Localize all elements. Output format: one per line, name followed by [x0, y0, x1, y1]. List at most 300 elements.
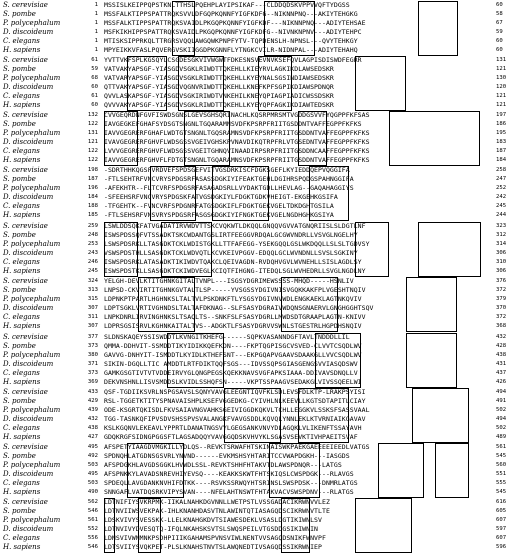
species-name: P. polycephalum	[3, 240, 61, 248]
alignment-row	[0, 10, 528, 19]
species-name: S. pombe	[3, 452, 36, 460]
species-name: P. polycephalum	[3, 184, 61, 192]
species-name: D. discoideum	[3, 525, 54, 533]
start-residue-number: 184	[87, 194, 98, 200]
alignment-row	[0, 92, 528, 101]
start-residue-number: 246	[87, 259, 98, 265]
start-residue-number: 503	[87, 462, 98, 468]
sequence-segment: AFSPETYIAAGDVMGKILLYDLQS--REVKTSRWAFHTSKINAISWKPAEKGAEEEEIEEDLVATGS	[104, 443, 370, 451]
species-name: S. cerevisiae	[3, 1, 48, 9]
alignment-row	[0, 507, 528, 516]
end-residue-number: 494	[496, 416, 507, 422]
end-residue-number: 121	[496, 93, 507, 99]
alignment-row	[0, 28, 528, 37]
sequence-segment: MSSFALKTIPPSPATTRQKSVAIDLPKGQPKQNNFYIGFKDF---NIKNNPNQ---ADIYTEHSAE	[104, 19, 366, 27]
species-name: C. elegans	[3, 313, 40, 321]
alignment-row	[0, 313, 528, 322]
alignment-block	[0, 56, 528, 112]
sequence-segment: AFSPNKKYLAVADSNREVHIYEVSQ----KEAKKSKWTFHTSKIQSLCWSPDGK---RLAVGS	[104, 470, 354, 478]
species-name: H. sapiens	[3, 378, 41, 386]
sequence-segment: ISWSPDSTKLLSASGDKTCKIWDVEGLKCIQTFIHGNG-ITEDQLSGLWVHEDRLLSVGLNGDLNY	[104, 267, 366, 275]
start-residue-number: 546	[87, 544, 98, 550]
species-name: H. sapiens	[3, 46, 41, 54]
end-residue-number: 252	[496, 185, 507, 191]
start-residue-number: 427	[87, 434, 98, 440]
species-name: H. sapiens	[3, 267, 41, 275]
alignment-block	[0, 166, 528, 222]
start-residue-number: 315	[87, 296, 98, 302]
species-name: D. discoideum	[3, 249, 54, 257]
alignment-row	[0, 277, 528, 286]
species-name: S. cerevisiae	[3, 56, 48, 64]
alignment-row	[0, 65, 528, 74]
sequence-segment: SIKIN-DGQLLTIC AMDDTLRTFDIKTQQFSGS---IDVSSQPSGIASGENGSVVIASQDSWV	[104, 360, 358, 368]
sequence-segment: ISWSPDSRKLATASADKTIKIWDVTQAKCLQEIVAGDN-RVDQHVGVLWVNEHLLSISLAGDLSY	[104, 258, 362, 266]
species-name: D. discoideum	[3, 138, 54, 146]
species-name: P. polycephalum	[3, 129, 61, 137]
end-residue-number: 376	[496, 278, 507, 284]
end-residue-number: 130	[496, 75, 507, 81]
sequence-segment: LNPKDNRLIRVINGHNKSLTSAQLTS--SNKFSLFSASYDGRLLMWDSDTGRAAPLAGTN-KNIVV	[104, 313, 366, 321]
sequence-segment: QVVLASKAPSGF-YIASGDVSGKIRIWDTVNKEHILKNEYQPIAGPIADICWSSDSKR	[104, 92, 334, 100]
end-residue-number: 183	[496, 139, 507, 145]
start-residue-number: 503	[87, 480, 98, 486]
sequence-segment: LVVVGEGRERFGHVFLWDSGSSVGEITGHNQVINAADIRPSRPFRIITGSDDNCAAFFEGPPFKFKS	[104, 147, 370, 155]
end-residue-number: 323	[496, 223, 507, 229]
end-residue-number: 597	[496, 526, 507, 532]
sequence-segment: VATVAKYAPSGF-YIASGDVSGKLRIWDTTQKEHLLKIEYRVLAGKIKDLAWSEDSKR	[104, 65, 334, 73]
end-residue-number: 258	[496, 167, 507, 173]
sequence-segment: LDTNIFIYSVKRPMK-IIKALNAHKDGVNNLLWETPSTLVSSGADACIKRWNVVLEZ	[104, 498, 330, 506]
end-residue-number: 379	[496, 296, 507, 302]
start-residue-number: 492	[87, 453, 98, 459]
end-residue-number: 197	[496, 112, 507, 118]
start-residue-number: 188	[87, 203, 98, 209]
alignment-row	[0, 258, 528, 267]
end-residue-number: 368	[496, 323, 507, 329]
start-residue-number: 1	[94, 47, 98, 53]
alignment-block	[0, 277, 528, 333]
end-residue-number: 437	[496, 370, 507, 376]
alignment-row	[0, 249, 528, 258]
sequence-segment: SNNGAFLVATDQSRKVIPYSVAN----NFELAHTNSWTFHTAKVACVSWSPDNV---RLATGS	[104, 488, 354, 496]
sequence-segment: LDTNVIIWSVEKPAK-IHLKNANHDASVTNLAWINTQTIASAGQDSCIKRWNVTLTE	[104, 507, 330, 515]
alignment-row	[0, 322, 528, 331]
start-residue-number: 243	[87, 250, 98, 256]
species-name: S. cerevisiae	[3, 111, 48, 119]
sequence-segment: IAVVGEGRERFGHAFLWDTGTSNGNLTGQSRAMNSVDFKPSRPFRIITGSDDNTVAFFEGPPFKFKS	[104, 129, 370, 137]
end-residue-number: 60	[496, 47, 503, 53]
start-residue-number: 1	[94, 38, 98, 44]
alignment-row	[0, 388, 528, 397]
end-residue-number: 184	[496, 157, 507, 163]
alignment-block	[0, 222, 528, 278]
start-residue-number: 59	[91, 66, 98, 72]
species-name: S. cerevisiae	[3, 277, 48, 285]
sequence-segment: MSSISLKEIPPQPSTKNLTTHSLPQEHPLAYIPSIKAF---CLDDQDSKVPPVVQFTYDGSS	[104, 1, 350, 9]
end-residue-number: 426	[496, 379, 507, 385]
start-residue-number: 1	[94, 20, 98, 26]
end-residue-number: 438	[496, 352, 507, 358]
sequence-segment: LDTSVIIYSVQKPET-PLSLKNAHSTNVTSLAWQNEDTIVSAGQDSSIKRWNIEP	[104, 543, 322, 551]
alignment-block	[0, 388, 528, 444]
alignment-row	[0, 56, 528, 65]
alignment-row	[0, 286, 528, 295]
species-name: H. sapiens	[3, 211, 41, 219]
end-residue-number: 551	[496, 471, 507, 477]
alignment-row	[0, 166, 528, 175]
alignment-row	[0, 240, 528, 249]
end-residue-number: 489	[496, 434, 507, 440]
sequence-segment: SPDEQLLAVGDANKNVHIFDTKK----RSVKSSRWQYHTSRINSLSWSPDSK---DNMRLATGS	[104, 479, 358, 487]
species-name: D. discoideum	[3, 193, 54, 201]
species-name: S. cerevisiae	[3, 333, 48, 341]
alignment-row	[0, 138, 528, 147]
sequence-segment: LDPRSGSISRVLKGHNKAITALTVS--ADGKTLFSASYDGRVVSWNLSTGESTRLHGPDHSNQIV	[104, 322, 362, 330]
species-name: S. cerevisiae	[3, 388, 48, 396]
start-residue-number: 433	[87, 389, 98, 395]
sequence-segment: AFSPDGKHLAVGDSGGKLHVWDLSSL-REVKTSHHFHTAKVTDLAWSPDNQR---LATGS	[104, 461, 342, 469]
sequence-segment: QVVVAKYAPSGF-YIASGDVSGKLRIWDTTQKEHLLKYEYQPFAGKIKDIAWTEDSKR	[104, 101, 334, 109]
alignment-row	[0, 452, 528, 461]
start-residue-number: 490	[87, 489, 98, 495]
species-name: S. pombe	[3, 286, 36, 294]
sequence-segment: MSSFALKTIPPSPATTRQKSVVLDFGQPKQNNFYIGFKDFG--NIKNNPNQ---AKIYTEHGKG	[104, 10, 358, 18]
end-residue-number: 560	[496, 462, 507, 468]
alignment-row	[0, 74, 528, 83]
alignment-row	[0, 415, 528, 424]
end-residue-number: 67	[496, 20, 503, 26]
sequence-segment: IVAVGEGRERFGHVFLWDSGSSVGEIVGHSKPVNAVDIKQTRPFRLVTGSEDNTVAFFEGPPFKFKS	[104, 138, 370, 146]
sequence-segment: LDPNKPTPARTLHGHNKSLTALTVLPSKDNKFTLYSGSYDGIVNVWDLENGKAEKLAGTNKQVIV	[104, 295, 362, 303]
end-residue-number: 242	[496, 194, 507, 200]
species-name: S. cerevisiae	[3, 498, 48, 506]
alignment-row	[0, 479, 528, 488]
alignment-row	[0, 295, 528, 304]
start-residue-number: 552	[87, 526, 98, 532]
species-name: D. discoideum	[3, 83, 54, 91]
sequence-segment: GAMKGSGTIVTVTVDDEIRVYGLQNGPEGSKQEKKNAVSVGFAPKSIAAA-DDIVAVSDNQLLV	[104, 369, 358, 377]
start-residue-number: 373	[87, 370, 98, 376]
start-residue-number: 307	[87, 305, 98, 311]
sequence-segment: KSLKGQNVLEKEAVLYPPRTLDANATNGSVYLGEGSANKVNVYDLAGQKLVLIKENFTSSAYAVH	[104, 424, 362, 432]
alignment-row	[0, 498, 528, 507]
species-name: C. elegans	[3, 92, 40, 100]
end-residue-number: 120	[496, 84, 507, 90]
sequence-segment: RSL-TGGETKTITYSPNAVAISHPLKSEFVGGEDKG-CYIVHLNLKEEVLLKGTSDTAPITLCIAY	[104, 397, 366, 405]
alignment-row	[0, 101, 528, 110]
sequence-segment: QSF-TGDIIKSVRLNSPGSAVSLSQNYVAVGLEEGNTIQVFKLSDLEVSFDLKTP-LRAKPSYISI	[104, 388, 366, 396]
end-residue-number: 244	[496, 212, 507, 218]
start-residue-number: 324	[87, 278, 98, 284]
start-residue-number: 373	[87, 343, 98, 349]
alignment-row	[0, 83, 528, 92]
sequence-segment: ISWSPDSSQFVTSSADKTSKCWDANTGSLIRTFEEGGVRDQALGCGWVNDRLLVSVGLNGELHY	[104, 231, 358, 239]
alignment-row	[0, 211, 528, 220]
sequence-segment: -TFGEHTK--FVNCVRFSPDGNRFATGSDGKIFLFDGKTGEKVGELTDKDGHTGSILA	[104, 202, 334, 210]
start-residue-number: 253	[87, 241, 98, 247]
end-residue-number: 310	[496, 259, 507, 265]
species-name: P. polycephalum	[3, 516, 61, 524]
species-name: H. sapiens	[3, 101, 41, 109]
end-residue-number: 555	[496, 480, 507, 486]
end-residue-number: 545	[496, 453, 507, 459]
start-residue-number: 313	[87, 287, 98, 293]
species-name: C. elegans	[3, 534, 40, 542]
start-residue-number: 122	[87, 157, 98, 163]
species-name: C. elegans	[3, 424, 40, 432]
species-name: C. elegans	[3, 369, 40, 377]
sequence-segment: QTTVAKYAPSGF-YIASGDVQGNVRIWDTTQKEHLLKNEFKPFSGPIKDIAWSPDNQR	[104, 83, 334, 91]
end-residue-number: 186	[496, 121, 507, 127]
start-residue-number: 60	[91, 102, 98, 108]
alignment-block	[0, 498, 528, 554]
start-residue-number: 61	[91, 57, 98, 63]
alignment-row	[0, 406, 528, 415]
alignment-row	[0, 443, 528, 452]
sequence-segment: YELGH-DEVLKTITGHNKGITALTVNPL---ISGSYDGRIMEWSSSS-MHQD-----HSNLIV	[104, 277, 354, 285]
sequence-segment: -FTLSEHTRFVNCVRYSPDGSRFASASSDGKIYIFEAKTGEHLDGIHRSPQDGSPAHNGGIFA	[104, 175, 354, 183]
start-residue-number: 68	[91, 75, 98, 81]
sequence-segment: GDQKRGFSIDNGPGGSFTLAGSADQQYVAVGGQDSKVHVYKLSGASVSEVKTIVHPAEITSVAF	[104, 433, 358, 441]
end-residue-number: 60	[496, 38, 503, 44]
alignment-row	[0, 202, 528, 211]
end-residue-number: 607	[496, 535, 507, 541]
end-residue-number: 314	[496, 241, 507, 247]
alignment-block	[0, 333, 528, 389]
alignment-row	[0, 525, 528, 534]
sequence-segment: ODE-KSGRTQKISDLFKVSAIAVNGVAHKSGEIVIGGDKQKVLTCHLLEGGKVLSSKSFSASSVAAL	[104, 406, 370, 414]
end-residue-number: 121	[496, 102, 507, 108]
species-name: S. pombe	[3, 175, 36, 183]
sequence-segment: GAVVG-DNHYIT-ISMDDTLKYIDLKTHEFSNT---EKPGQAPVGAAVSDAAKGLLVVCSQDLWV	[104, 351, 362, 359]
alignment-row	[0, 156, 528, 165]
species-name: S. pombe	[3, 397, 36, 405]
start-residue-number: 438	[87, 425, 98, 431]
alignment-row	[0, 147, 528, 156]
alignment-row	[0, 120, 528, 129]
end-residue-number: 494	[496, 389, 507, 395]
alignment-block	[0, 443, 528, 499]
alignment-row	[0, 175, 528, 184]
sequence-segment: IAVVGEGRERFGHVFLFDTGTSNGNLTGQARAMNSVDFKPSRPFRIITGSDDNTVAFFEGPPFKFKS	[104, 156, 370, 164]
end-residue-number: 502	[496, 407, 507, 413]
end-residue-number: 372	[496, 314, 507, 320]
start-residue-number: 1	[94, 11, 98, 17]
species-name: S. cerevisiae	[3, 222, 48, 230]
species-name: P. polycephalum	[3, 461, 61, 469]
end-residue-number: 502	[496, 425, 507, 431]
sequence-segment: LDSKVIVYSVESSKK-LLELKNAHGKDVTSIAWESDEKLVSASLDGTIKIWNLSV	[104, 516, 322, 524]
start-residue-number: 377	[87, 334, 98, 340]
alignment-row	[0, 193, 528, 202]
start-residue-number: 380	[87, 352, 98, 358]
start-residue-number: 429	[87, 398, 98, 404]
end-residue-number: 432	[496, 334, 507, 340]
species-name: H. sapiens	[3, 433, 41, 441]
start-residue-number: 369	[87, 379, 98, 385]
end-residue-number: 59	[496, 29, 503, 35]
start-residue-number: 132	[87, 112, 98, 118]
end-residue-number: 60	[496, 2, 503, 8]
alignment-block	[0, 111, 528, 167]
start-residue-number: 60	[91, 84, 98, 90]
end-residue-number: 131	[496, 57, 507, 63]
species-name: S. pombe	[3, 10, 36, 18]
sequence-segment: -SFEEHSRFVNCVRYSPDGSKFATVGSDGKIYLFDGKTGDKVHEIGT-EKGEHKGSIFA	[104, 193, 338, 201]
start-residue-number: 561	[87, 517, 98, 523]
alignment-row	[0, 267, 528, 276]
start-residue-number: 562	[87, 499, 98, 505]
start-residue-number: 131	[87, 130, 98, 136]
start-residue-number: 248	[87, 232, 98, 238]
alignment-row	[0, 378, 528, 387]
alignment-row	[0, 543, 528, 552]
alignment-row	[0, 351, 528, 360]
alignment-row	[0, 37, 528, 46]
start-residue-number: 546	[87, 508, 98, 514]
start-residue-number: 1	[94, 29, 98, 35]
species-name: C. elegans	[3, 37, 40, 45]
start-residue-number: 198	[87, 167, 98, 173]
end-residue-number: 58	[496, 11, 503, 17]
end-residue-number: 195	[496, 130, 507, 136]
alignment-row	[0, 534, 528, 543]
end-residue-number: 370	[496, 305, 507, 311]
alignment-row	[0, 184, 528, 193]
species-name: C. elegans	[3, 479, 40, 487]
end-residue-number: 605	[496, 508, 507, 514]
end-residue-number: 372	[496, 287, 507, 293]
alignment-row	[0, 19, 528, 28]
start-residue-number: 556	[87, 535, 98, 541]
end-residue-number: 491	[496, 398, 507, 404]
alignment-row	[0, 369, 528, 378]
start-residue-number: 439	[87, 407, 98, 413]
start-residue-number: 1	[94, 2, 98, 8]
sequence-segment: YVTTVKFSPLKGSQYLCSGDESGKVIVWGWTFDKESNSVEVNVKSEFQVLAGPISDISWDFEGRR	[104, 56, 362, 64]
sequence-segment: CVVGEQRDNFGVFISWDSGNSLGEVSGHSQRINACHLKQSRPMRSMTVGDDGSVVFYQGPPFKFSAS	[104, 111, 370, 119]
sequence-segment: SPDNQHLATGDNSGSVRLYNVND------EVKMSHSYHTARITCCVWAPDGKH---IASGDS	[104, 452, 350, 460]
sequence-segment: TGG-TASNKQFIPVSDVSHSSPVSVALANGKFVAVGSDDLKQVQLYNNLEKLKTVRNIAIKGAVAV	[104, 415, 366, 423]
sequence-segment: DEKVNSHNLLISVSMDDSLKVIDLSSHQFSN-----VKPTSSPAAGVSEDAKGLVIVSSQEELWI	[104, 378, 362, 386]
start-residue-number: 259	[87, 223, 98, 229]
sequence-segment: -FTLSEHSRFVNSVRYSPDGSRFASGSGDGKIYIFNGKTGEKVGELNGDHGHKGSIYA	[104, 211, 334, 219]
end-residue-number: 245	[496, 203, 507, 209]
species-name: C. elegans	[3, 258, 40, 266]
alignment-row	[0, 1, 528, 10]
sequence-segment: MSFKIKHIPPSPATTRQKSVAIDLPKGQPKQNNFYIGFKDFG--NIVNKNPNV---ADIYTEHPC	[104, 28, 362, 36]
sequence-segment: VSWSPDSTHLLSASGDKTCKLWDVQTLKCVKEIVPGGV-EDQQLGCLWVNDNLLSVSLSGKINY	[104, 249, 358, 257]
sequence-segment: IAVGEGKEFGHAFSYDSGTSNGNLTGQARAMNSVDFKPSRPFRIITGSDDNTVAFFEGPPFKFKS	[104, 120, 362, 128]
end-residue-number: 545	[496, 489, 507, 495]
start-residue-number: 307	[87, 323, 98, 329]
start-residue-number: 122	[87, 148, 98, 154]
start-residue-number: 371	[87, 361, 98, 367]
end-residue-number: 306	[496, 268, 507, 274]
end-residue-number: 596	[496, 544, 507, 550]
alignment-row	[0, 111, 528, 120]
alignment-row	[0, 129, 528, 138]
start-residue-number: 432	[87, 416, 98, 422]
alignment-row	[0, 333, 528, 342]
species-name: D. discoideum	[3, 28, 54, 36]
sequence-segment: LDTNVIVYDVESQTQ-IFQLNKAHSKSVTSLSWQSPEILVTGSDDGSIKIWNIN	[104, 525, 319, 533]
start-residue-number: 122	[87, 121, 98, 127]
end-residue-number: 607	[496, 517, 507, 523]
start-residue-number: 187	[87, 176, 98, 182]
sequence-segment: -AFEKHTR--FLTCVRFSPDGSRFASAGADSRLLVYDAKTGDLLHEVLAG--GAQAHAGGIYS	[104, 184, 354, 192]
species-name: D. discoideum	[3, 415, 54, 423]
alignment-row	[0, 461, 528, 470]
alignment-row	[0, 360, 528, 369]
species-name: P. polycephalum	[3, 19, 61, 27]
end-residue-number: 428	[496, 343, 507, 349]
end-residue-number: 431	[496, 361, 507, 367]
species-name: P. polycephalum	[3, 351, 61, 359]
alignment-row	[0, 304, 528, 313]
alignment-row	[0, 516, 528, 525]
start-residue-number: 495	[87, 471, 98, 477]
start-residue-number: 61	[91, 93, 98, 99]
end-residue-number: 561	[496, 444, 507, 450]
sequence-segment: MTISKSIPPRKQLTTRGRSVQQLAWGQWKPNPFYTV-TQPDENSLH-NPNSL---QVYTEHKGY	[104, 37, 358, 45]
sequence-segment: VATVARYAPSGF-YIASGDVSGKLRIWDTTQKEHLLKYEYNALSGSINDIAWSEDSKR	[104, 74, 334, 82]
species-name: D. discoideum	[3, 360, 54, 368]
species-name: H. sapiens	[3, 488, 41, 496]
species-name: P. polycephalum	[3, 295, 61, 303]
species-name: C. elegans	[3, 202, 40, 210]
species-name: H. sapiens	[3, 322, 41, 330]
start-residue-number: 121	[87, 139, 98, 145]
species-name: P. polycephalum	[3, 406, 61, 414]
alignment-row	[0, 46, 528, 55]
start-residue-number: 185	[87, 212, 98, 218]
end-residue-number: 121	[496, 66, 507, 72]
end-residue-number: 616	[496, 499, 507, 505]
species-name: P. polycephalum	[3, 74, 61, 82]
species-name: S. pombe	[3, 342, 36, 350]
species-name: S. pombe	[3, 507, 36, 515]
alignment-row	[0, 397, 528, 406]
end-residue-number: 312	[496, 232, 507, 238]
species-name: D. discoideum	[3, 470, 54, 478]
species-name: S. pombe	[3, 120, 36, 128]
start-residue-number: 311	[87, 314, 98, 320]
alignment-row	[0, 488, 528, 497]
sequence-segment: QMMA-DDHVIT-SSMDDTIKYIDIKKQEFKDN----FKPTQGPISGCVSVED-CLVVTCSQDLWV	[104, 342, 362, 350]
sequence-segment: LDNSVIVWNMNKPSDHPIIIKGAHAMSPVNSVIWLNENTVVSAGQDSNIKFWNVPF	[104, 534, 326, 542]
start-residue-number: 245	[87, 268, 98, 274]
start-residue-number: 196	[87, 185, 98, 191]
sequence-segment: -SDRTHHKQGSFVRDVEFSPDSGEFVITVGSDRKISCFDGKSGEFLKYIEDDQEPVQGGIFA	[104, 166, 350, 174]
sequence-segment: LSWLDDSQKFATVGADATIRVWDVTTSKCVQKWTLDKQQLGNQQVGVVATGNQRIISLSLDGTLNF	[104, 222, 366, 230]
species-name: D. discoideum	[3, 304, 54, 312]
start-residue-number: 495	[87, 444, 98, 450]
sequence-segment: LSWSPDSRKLLTASGDKTCKLWDISTGKLLTTFAFEGG-YSEKGQQLGSLWKDQQLLSLSLTGDVSY	[104, 240, 370, 248]
species-name: H. sapiens	[3, 156, 41, 164]
species-name: S. cerevisiae	[3, 166, 48, 174]
end-residue-number: 306	[496, 250, 507, 256]
alignment-row	[0, 433, 528, 442]
alignment-row	[0, 342, 528, 351]
alignment-row	[0, 222, 528, 231]
species-name: S. pombe	[3, 65, 36, 73]
sequence-segment: MPYEIKKVFASLPQVERGVSKIIGGDPKGNNFLYTNGKCVILR-NIDNPAL---ADIYTEHAHQ	[104, 46, 358, 54]
species-name: S. pombe	[3, 231, 36, 239]
species-name: S. cerevisiae	[3, 443, 48, 451]
alignment-block	[0, 1, 528, 57]
